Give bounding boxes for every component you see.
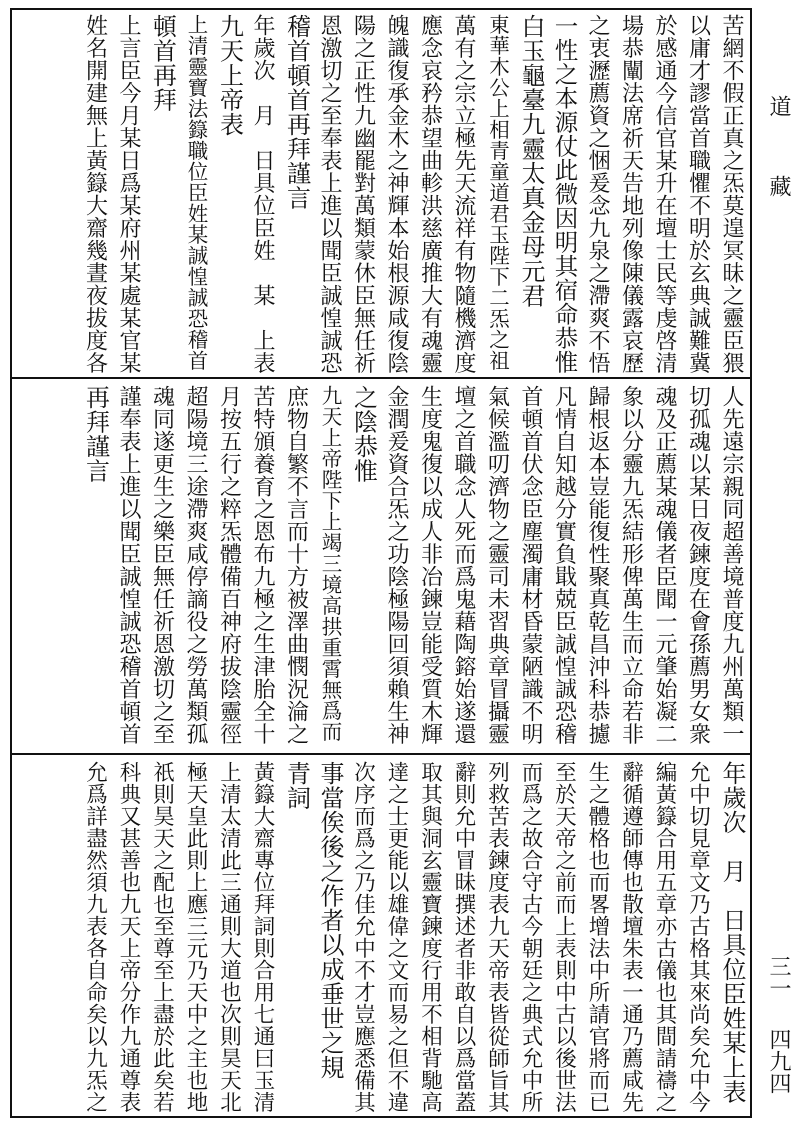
text-column: 苦特頒養育之恩布九極之生津胎全十 (250, 385, 275, 745)
register-divider-2 (10, 753, 752, 755)
text-column: 苦網不假正真之炁莫遑冥昧之靈臣猥 (719, 14, 744, 374)
text-column: 達之士更能以雄偉之文而易之但不違 (384, 761, 409, 1113)
text-column: 庶物自繁不言而十方被澤曲憫況淪之 (283, 385, 309, 745)
text-column: 九天上帝表 (215, 14, 244, 137)
margin-volume: 三一 (766, 955, 791, 999)
text-column: 一性之本源仗此微因明其宿命恭惟 (550, 14, 579, 374)
text-column: 辭則允中冒昧撰述者非敢自以爲當蓋 (451, 761, 476, 1113)
text-column: 壇之首職念人死而爲鬼藉陶鎔始遂還 (451, 385, 476, 745)
text-column: 而爲之故合守古今朝廷之典式允中所 (518, 761, 543, 1113)
text-column: 辭循遵師傳也散壇朱表一通乃薦咸先 (618, 761, 644, 1113)
text-column: 取其與洞玄靈寶鍊度行用不相背馳高 (417, 761, 443, 1113)
text-column: 年歲次 月 日具位臣姓某上表 (718, 761, 746, 1104)
text-column: 至於天帝之前而上表則中古以後世法 (551, 761, 577, 1113)
text-column: 萬有之宗立極先天流祥有物隨機濟度 (451, 14, 476, 374)
text-column: 場恭闡法席祈天告地列像陳儀露哀歷 (618, 14, 644, 374)
text-column: 魄識復承金木之神輝本始根源咸復陰 (384, 14, 409, 374)
text-column: 人先遠宗親同超善境普度九州萬類一 (719, 385, 744, 745)
text-column: 首頓首伏念臣塵濁庸材昏蒙陋識不明 (518, 385, 543, 745)
text-column: 謹奉表上進以聞臣誠惶誠恐稽首頓首 (116, 385, 141, 745)
text-column: 編黃籙合用五章亦古儀也其間請禱之 (652, 761, 677, 1113)
text-column: 以庸才謬當首職懼不明於玄典誠難冀 (685, 14, 711, 374)
register-1 (14, 14, 748, 374)
text-column: 魂及正薦某魂儀者臣聞一元肇始凝二 (652, 385, 677, 745)
text-column: 稽首頓首再拜謹言 (282, 14, 311, 210)
text-column: 金潤爰資合炁之功陰極陽回須賴生神 (384, 385, 409, 745)
register-3 (14, 761, 748, 1116)
text-column: 恩激切之至奉表上進以聞臣誠惶誠恐 (317, 14, 342, 374)
text-column: 事當俟後之作者以成垂世之規 (316, 761, 344, 1080)
text-column: 次序而爲之乃佳允中不才豈應悉備其 (350, 761, 376, 1113)
text-column: 允爲詳盡然須九表各自命矣以九炁之 (82, 761, 108, 1113)
text-column: 之陰恭惟 (349, 385, 378, 483)
text-column: 科典又甚善也九天上帝分作九通尊表 (116, 761, 141, 1113)
text-column: 之衷瀝薦資之悃爰念九泉之滯爽不悟 (585, 14, 610, 374)
text-column: 氣候濫叨濟物之靈司未習典章冒攝靈 (484, 385, 510, 745)
text-column: 九天上帝陛下上竭三境高拱重霄無爲而 (318, 385, 342, 742)
register-2 (14, 385, 748, 745)
text-column: 象以分靈九炁結形俾萬生而立命若非 (618, 385, 644, 745)
text-column: 允中切見章文乃古格其來尚矣允中今 (685, 761, 711, 1113)
text-column: 東華木公上相青童道君玉陛下二炁之祖 (485, 14, 510, 371)
text-column: 超陽境三途滯爽咸停謫役之勞萬類孤 (183, 385, 208, 745)
text-column: 頓首再拜 (148, 14, 177, 112)
text-column: 極天皇此則上應三元乃天中之主也地 (183, 761, 208, 1113)
text-column: 歸根返本豈能復性聚真乾昌沖科恭攄 (585, 385, 610, 745)
text-column: 月按五行之粹炁體備百神府拔陰靈徑 (216, 385, 242, 745)
text-column: 白玉龜臺九靈太真金母元君 (517, 14, 545, 308)
text-column: 凡情自知越分實負戢兢臣誠惶誠恐稽 (551, 385, 577, 745)
text-column: 切孤魂以某日夜鍊度在會孫薦男女衆 (685, 385, 711, 745)
text-column: 生之體格也而畧增法中所請官將而已 (585, 761, 610, 1113)
text-column: 應念哀矜恭望曲軫洪慈廣推大有魂靈 (417, 14, 443, 374)
margin-page-number: 四九四 (766, 1028, 791, 1094)
text-column: 黃籙大齋專位拜詞則合用七通曰玉清 (250, 761, 275, 1113)
text-column: 生度鬼復以成人非冶鍊豈能受質木輝 (417, 385, 443, 745)
text-column: 再拜謹言 (81, 385, 110, 483)
text-column: 陽之正性九幽罷對萬類蒙休臣無任祈 (350, 14, 376, 374)
text-column: 上言臣今月某日爲某府州某處某官某 (116, 14, 141, 374)
margin-title-bottom: 藏 (766, 175, 791, 197)
text-column: 上清靈寶法籙職位臣姓某誠惶誠恐稽首 (184, 14, 208, 371)
text-column: 魂同遂更生之樂臣無任祈恩激切之至 (149, 385, 175, 745)
text-column: 於感通今信官某升在壇士民等虔啓清 (652, 14, 677, 374)
text-column: 列救苦表鍊度表九天帝表皆從師旨其 (484, 761, 510, 1113)
text-column: 祇則昊天之配也至尊至上盡於此矣若 (149, 761, 175, 1113)
register-divider-1 (10, 377, 752, 379)
text-column: 姓名開建無上黃籙大齋幾晝夜拔度各 (82, 14, 108, 374)
margin-title-top: 道 (766, 95, 791, 117)
text-column: 年歲次 月 日具位臣姓 某 上表 (250, 14, 275, 374)
text-column: 上清太清此三通則大道也次則昊天北 (216, 761, 242, 1113)
text-column: 青詞 (282, 761, 311, 810)
